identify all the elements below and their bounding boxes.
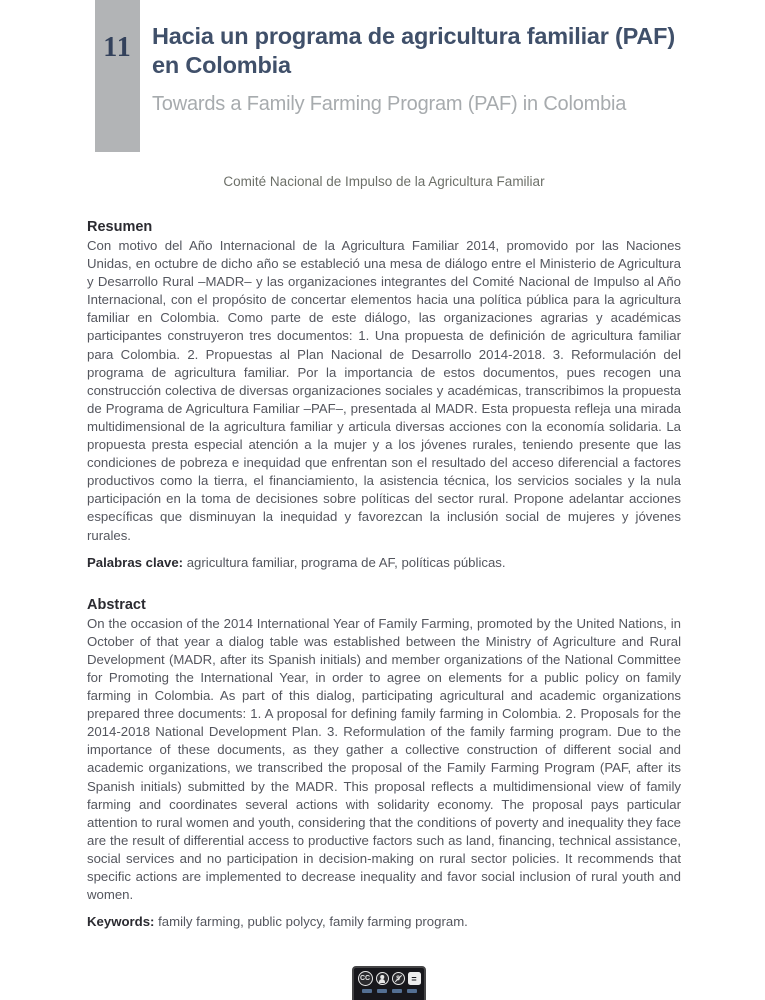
palabras-clave-line <box>87 554 681 572</box>
nc-no-commercial-icon <box>392 972 405 985</box>
keywords-line <box>87 913 681 931</box>
keywords-label: Keywords: <box>87 914 155 930</box>
cc-badge-caption-marks <box>362 989 417 993</box>
creative-commons-license-badge <box>352 966 426 1000</box>
palabras-clave-text: agricultura familiar, programa de AF, políticas públicas. <box>183 554 506 570</box>
resumen-heading: Resumen <box>87 219 153 235</box>
chapter-number: 11 <box>103 32 132 63</box>
author-line: Comité Nacional de Impulso de la Agricultura Familiar <box>223 174 545 189</box>
page-subtitle: Towards a Family Farming Program (PAF) in Colombia <box>152 93 627 115</box>
by-person-icon <box>376 972 389 985</box>
resumen-body: Con motivo del Año Internacional de la Agricultura Familiar 2014, promovido por las Naciones Unidas, en octubre de dicho año se estableció una mesa de diálogo entre el Ministerio de Agricultura y Desarrollo Rural –MADR– y las organizaciones integrantes del Comité Nacional de Impulso al Año Internacional, con el propósito de concertar elementos hacia una política pública para la agricultura familiar en Colombia. Como parte de este diálogo, las organizaciones agrarias y académicas participantes construyeron tres documentos: 1. Una propuesta de definición de agricultura familiar para Colombia. 2. Propuestas al Plan Nacional de Desarrollo 2014-2018. 3. Reformulación del programa de agricultura familiar. Por la importancia de estos documentos, pues recogen una construcción colectiva de diversas organizaciones sociales y académicas, transcribimos la propuesta de Programa de Agricultura Familiar –PAF–, presentada al MADR. Esta propuesta refleja una mirada multidimensional de la agricultura familiar y articula diversas acciones con la economía solidaria. La propuesta presta especial atención a la mujer y a los jóvenes rurales, teniendo presente que las condiciones de pobreza e inequidad que enfrentan son el resultado del acceso diferencial a factores productivos como la tierra, el financiamiento, la asistencia técnica, los servicios sociales y la nula participación en la toma de decisiones sobre políticas del sector rural. Propone adelantar acciones específicas que disminuyan la inequidad y favorezcan la inclusión social de mujeres y jóvenes rurales. <box>87 238 681 543</box>
page-title: Hacia un programa de agricultura familiar (PAF) en Colombia <box>152 23 675 78</box>
chapter-number-bar <box>95 0 140 152</box>
title-block <box>152 22 700 116</box>
palabras-clave-label: Palabras clave: <box>87 554 184 570</box>
cc-icon-row <box>358 971 421 986</box>
abstract-body: On the occasion of the 2014 International Year of Family Farming, promoted by the United Nations, in October of that year a dialog table was established between the Ministry of Agriculture and Rural Development (MADR, after its Spanish initials) and member organizations of the National Committee for Promoting the International Year, in order to agree on elements for a public policy on family farming in Colombia. As part of this dialog, participating agricultural and academic organizations prepared three documents: 1. A proposal for defining family farming in Colombia. 2. Proposals for the 2014-2018 National Development Plan. 3. Reformulation of the family farming program. Due to the importance of these documents, as they gather a collective construction of different social and academic organizations, we transcribed the proposal of the Family Farming Program (PAF, after its Spanish initials) submitted by the MADR. This proposal reflects a multidimensional view of family farming and coordinates several actions with solidarity economy. The proposal pays particular attention to rural women and youth, considering that the conditions of poverty and inequality they face are the result of differential access to productive factors such as land, financing, technical assistance, social services and no participation in decision-making on rural sector policies. It recommends that specific actions are implemented to decrease inequality and favor social inclusion of rural youth and women. <box>87 615 681 903</box>
cc-icon: CC <box>358 971 373 986</box>
keywords-text: family farming, public polycy, family farming program. <box>154 914 468 930</box>
abstract-heading: Abstract <box>87 596 146 613</box>
main-text-column <box>87 219 681 944</box>
nd-no-derivatives-icon: = <box>408 972 421 985</box>
